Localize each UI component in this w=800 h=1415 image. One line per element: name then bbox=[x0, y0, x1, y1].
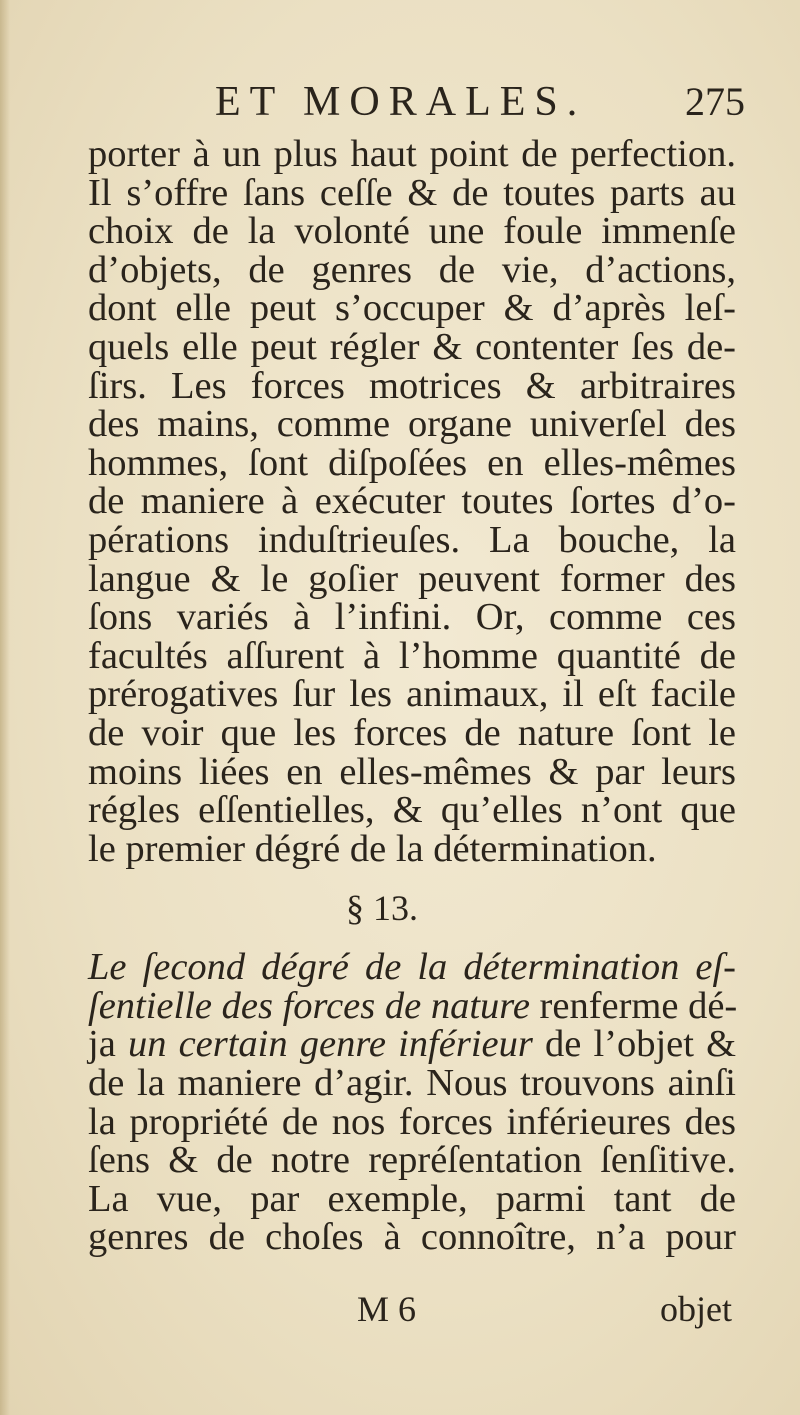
catchword: objet bbox=[660, 1289, 732, 1329]
body-text bbox=[88, 135, 736, 1257]
text-line: ſens & de notre repréſentation ſenſitive. bbox=[88, 1139, 736, 1182]
roman-phrase: de l’objet & bbox=[544, 1023, 737, 1066]
text-line: Le ſecond dégré de la détermination eſ- bbox=[88, 946, 736, 989]
text-line-mixed bbox=[88, 1025, 736, 1064]
italic-phrase: un certain genre inférieur bbox=[127, 1023, 533, 1066]
text-line: dont elle peut s’occuper & d’après leſ- bbox=[88, 287, 736, 330]
roman-phrase: ja bbox=[88, 1023, 116, 1066]
text-line: ſons variés à l’infini. Or, comme ces bbox=[88, 596, 736, 639]
text-line-mixed bbox=[88, 984, 738, 1027]
italic-phrase: ſentielle des forces de nature bbox=[88, 984, 530, 1027]
text-line: de la maniere d’agir. Nous trouvons ainſi bbox=[88, 1062, 736, 1105]
text-line: Il s’offre ſans ceſſe & de toutes parts au bbox=[88, 171, 736, 214]
page-header bbox=[215, 78, 745, 134]
section-heading: § 13. bbox=[346, 888, 418, 929]
text-line: régles eſſentielles, & qu’elles n’ont que bbox=[88, 789, 736, 832]
text-line: hommes, ſont diſpoſées en elles-mêmes bbox=[88, 441, 736, 484]
text-line: quels elle peut régler & contenter ſes de- bbox=[88, 325, 736, 368]
text-line: ſirs. Les forces motrices & arbitraires bbox=[88, 364, 736, 407]
text-line: choix de la volonté une foule immenſe bbox=[88, 210, 736, 253]
running-head: ET MORALES. bbox=[215, 79, 587, 125]
text-line: le premier dégré de la détermination. bbox=[88, 827, 657, 870]
signature-mark: M 6 bbox=[357, 1289, 417, 1329]
page-footer bbox=[357, 1288, 732, 1328]
text-line: langue & le goſier peuvent former des bbox=[88, 557, 736, 600]
text-line: des mains, comme organe univerſel des bbox=[88, 403, 736, 446]
page-number: 275 bbox=[685, 79, 745, 124]
text-line: moins liées en elles-mêmes & par leurs bbox=[88, 750, 736, 793]
text-line: facultés aſſurent à l’homme quantité de bbox=[88, 634, 736, 677]
roman-phrase: renferme dé- bbox=[539, 984, 738, 1027]
text-line: pérations induſtrieuſes. La bouche, la bbox=[88, 518, 736, 561]
page-edge-shadow bbox=[0, 0, 10, 1415]
text-line: genres de choſes à connoître, n’a pour bbox=[88, 1216, 736, 1259]
text-line: porter à un plus haut point de perfection. bbox=[88, 133, 736, 175]
text-line: la propriété de nos forces inférieures des bbox=[88, 1100, 736, 1143]
text-line: prérogatives ſur les animaux, il eſt facile bbox=[88, 673, 736, 716]
text-line: d’objets, de genres de vie, d’actions, bbox=[88, 248, 736, 291]
text-line: La vue, par exemple, parmi tant de bbox=[88, 1177, 736, 1220]
text-line: de maniere à exécuter toutes ſortes d’o- bbox=[88, 480, 736, 523]
text-line: de voir que les forces de nature ſont le bbox=[88, 711, 736, 754]
